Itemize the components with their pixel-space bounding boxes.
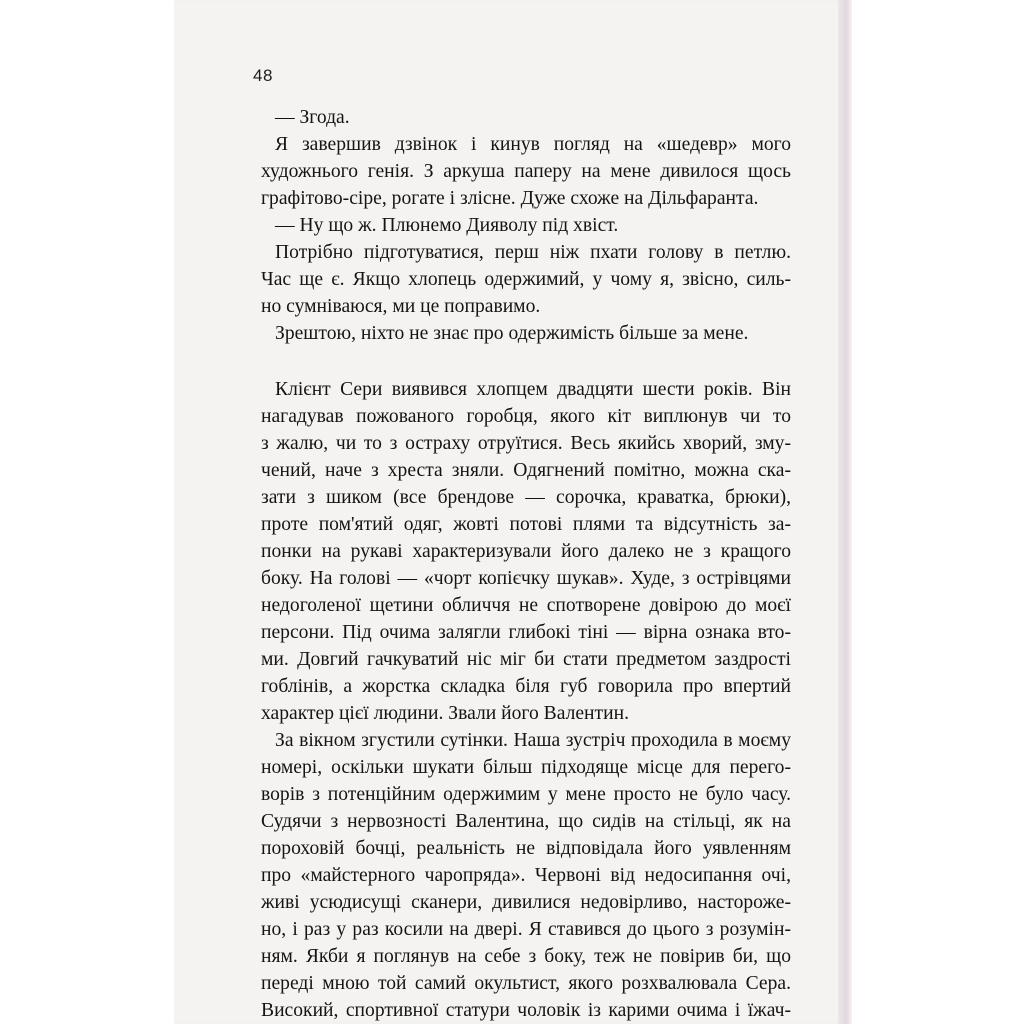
text-line: гоблінів, а жорстка складка біля губ говорила про впертий [261, 676, 791, 697]
text-line: проте пом'ятий одяг, жовті потові плями та відсутність за- [261, 514, 791, 535]
text-line: пороховій бочці, реальність не відповідала його уявленням [261, 838, 791, 859]
book-page [174, 0, 850, 1024]
text-line: про «майстерного чаропряда». Червоні від недосипання очі, [261, 865, 791, 886]
text-line: ням. Якби я поглянув на себе з боку, теж не повірив би, що [261, 946, 791, 967]
text-line: За вікном згустили сутінки. Наша зустріч проходила в моєму [275, 730, 791, 751]
text-line: боку. На голові — «чорт копієчку шукав». Худе, з острівцями [261, 568, 791, 589]
text-line: Я завершив дзвінок і кинув погляд на «шедевр» мого [275, 134, 791, 155]
page-edge [838, 0, 852, 1024]
text-line: Клієнт Сери виявився хлопцем двадцяти шести років. Він [275, 379, 791, 400]
text-line: ми. Довгий гачкуватий ніс міг би стати предметом заздрості [261, 649, 791, 670]
page-number: 48 [253, 66, 273, 85]
text-line: Час ще є. Якщо хлопець одержимий, у чому я, звісно, силь- [261, 269, 791, 290]
text-line: номері, оскільки шукати більш підходяще місце для перего- [261, 757, 791, 778]
text-line: зати з шиком (все брендове — сорочка, краватка, брюки), [261, 487, 791, 508]
text-line: Зрештою, ніхто не знає про одержимість більше за мене. [275, 323, 749, 344]
text-line: художнього генія. З аркуша паперу на мене дивилося щось [261, 161, 791, 182]
section-break [261, 347, 791, 376]
text-line: Високий, спортивної статури чоловік із карими очима і їжач- [261, 1000, 791, 1021]
text-line: живі усюдисущі сканери, дивилися недовірливо, настороже- [261, 892, 791, 913]
text-line: чений, наче з хреста зняли. Одягнений помітно, можна ска- [261, 460, 791, 481]
text-line: персони. Під очима залягли глибокі тіні — вірна ознака вто- [261, 622, 791, 643]
text-line: понки на рукаві характеризували його далеко не з кращого [261, 541, 791, 562]
text-line: недоголеної щетини обличчя не спотворене довірою до моєї [261, 595, 791, 616]
text-line: Судячи з нервозності Валентина, що сидів на стільці, як на [261, 811, 791, 832]
text-line: графітово-сіре, рогате і злісне. Дуже схоже на Дільфаранта. [261, 188, 759, 209]
text-line: нагадував пожованого горобця, якого кіт виплюнув чи то [261, 406, 791, 427]
text-line: но сумніваюся, ми це поправимо. [261, 296, 541, 317]
text-line: Потрібно підготуватися, перш ніж пхати голову в петлю. [275, 242, 791, 263]
text-line: характер цієї людини. Звали його Валентин. [261, 703, 629, 724]
text-line: — Згода. [275, 107, 350, 128]
text-line: з жалю, чи то з остраху отруїтися. Весь якийсь хворий, зму- [261, 433, 791, 454]
text-line: но, і раз у раз косили на двері. Я ставився до цього з розумін- [261, 919, 791, 940]
text-line: — Ну що ж. Плюнемо Дияволу під хвіст. [275, 215, 619, 236]
text-line: переді мною той самий окультист, якого розхвалювала Сера. [261, 973, 791, 994]
text-line: ворів з потенційним одержимим у мене просто не було часу. [261, 784, 791, 805]
body-text [261, 104, 791, 1024]
